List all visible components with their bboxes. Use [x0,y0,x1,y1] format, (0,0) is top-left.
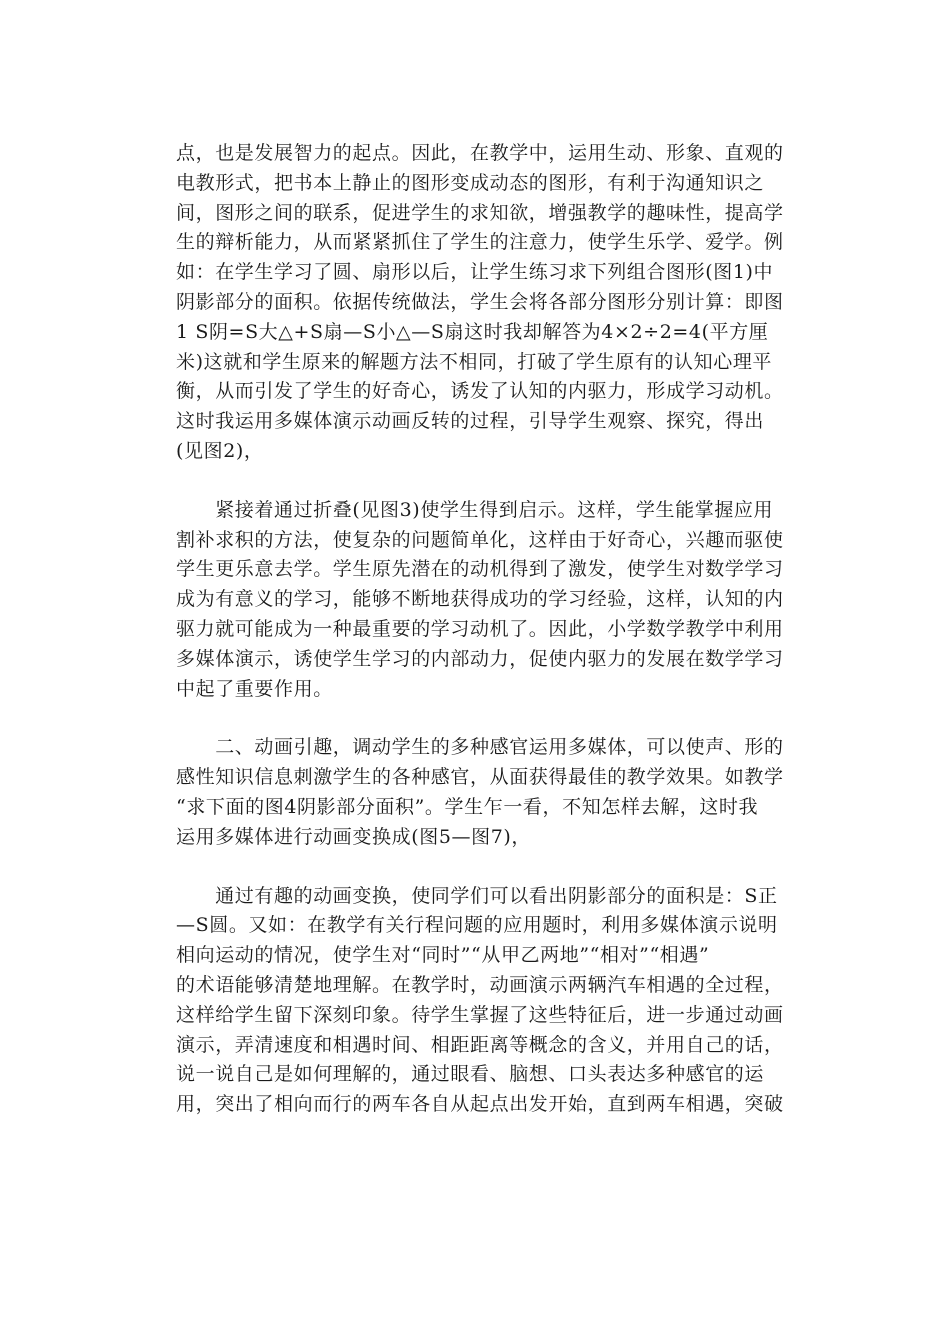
text-line: 1 S阴=S大△+S扇—S小△—S扇这时我却解答为4×2÷2=4(平方厘 [176,320,769,343]
paragraph-2 [176,496,784,705]
text-line: 电教形式，把书本上静止的图形变成动态的图形，有利于沟通知识之 [176,171,765,194]
text-line: 如：在学生学习了圆、扇形以后，让学生练习求下列组合图形(图1)中 [176,261,774,284]
text-line: 通过有趣的动画变换，使同学们可以看出阴影部分的面积是：S正 [176,884,778,907]
text-line: 驱力就可能成为一种最重要的学习动机了。因此，小学数学教学中利用 [176,617,784,640]
text-line: 中起了重要作用。 [176,677,333,700]
text-line: 这样给学生留下深刻印象。待学生掌握了这些特征后，进一步通过动画 [176,1003,784,1026]
text-line: 紧接着通过折叠(见图3)使学生得到启示。这样，学生能掌握应用 [176,498,774,521]
text-line: 多媒体演示，诱使学生学习的内部动力，促使内驱力的发展在数学学习 [176,647,784,670]
paragraph-4 [176,882,784,1120]
text-line: 相向运动的情况，使学生对“同时”“从甲乙两地”“相对”“相遇” [176,944,710,967]
text-line: 用，突出了相向而行的两车各自从起点出发开始，直到两车相遇，突破 [176,1093,784,1116]
text-line: 成为有意义的学习，能够不断地获得成功的学习经验，这样，认知的内 [176,588,784,611]
text-line: 间，图形之间的联系，促进学生的求知欲，增强教学的趣味性，提高学 [176,201,784,224]
paragraph-1 [176,139,784,467]
text-line: “求下面的图4阴影部分面积”。学生乍一看，不知怎样去解，这时我 [176,795,759,818]
text-line: 割补求积的方法，使复杂的问题简单化，这样由于好奇心，兴趣而驱使 [176,528,784,551]
text-line: 二、动画引趣，调动学生的多种感官运用多媒体，可以使声、形的 [176,736,784,759]
text-line: 阴影部分的面积。依据传统做法，学生会将各部分图形分别计算：即图 [176,290,784,313]
text-line: 说一说自己是如何理解的，通过眼看、脑想、口头表达多种感官的运 [176,1063,765,1086]
paragraph-gap [176,853,776,882]
text-line: 衡，从而引发了学生的好奇心，诱发了认知的内驱力，形成学习动机。 [176,380,784,403]
text-line: 米)这就和学生原来的解题方法不相同，打破了学生原有的认知心理平 [176,350,773,373]
text-line: —S圆。又如：在教学有关行程问题的应用题时，利用多媒体演示说明 [176,914,778,937]
text-line: 感性知识信息刺激学生的各种感官，从面获得最佳的教学效果。如教学 [176,766,784,789]
text-line: 运用多媒体进行动画变换成(图5—图7)， [176,825,532,848]
text-line: (见图2)， [176,439,264,462]
text-line: 点，也是发展智力的起点。因此，在教学中，运用生动、形象、直观的 [176,142,784,164]
paragraph-gap [176,704,776,733]
paragraph-3 [176,733,784,852]
document-body [176,139,784,1120]
text-line: 这时我运用多媒体演示动画反转的过程，引导学生观察、探究，得出 [176,410,765,433]
text-line: 生的辩析能力，从而紧紧抓住了学生的注意力，使学生乐学、爱学。例 [176,231,784,254]
paragraph-gap [176,467,776,496]
text-line: 的术语能够清楚地理解。在教学时，动画演示两辆汽车相遇的全过程， [176,973,784,996]
text-line: 学生更乐意去学。学生原先潜在的动机得到了激发，使学生对数学学习 [176,558,784,581]
text-line: 演示，弄清速度和相遇时间、相距距离等概念的含义，并用自己的话， [176,1033,784,1056]
